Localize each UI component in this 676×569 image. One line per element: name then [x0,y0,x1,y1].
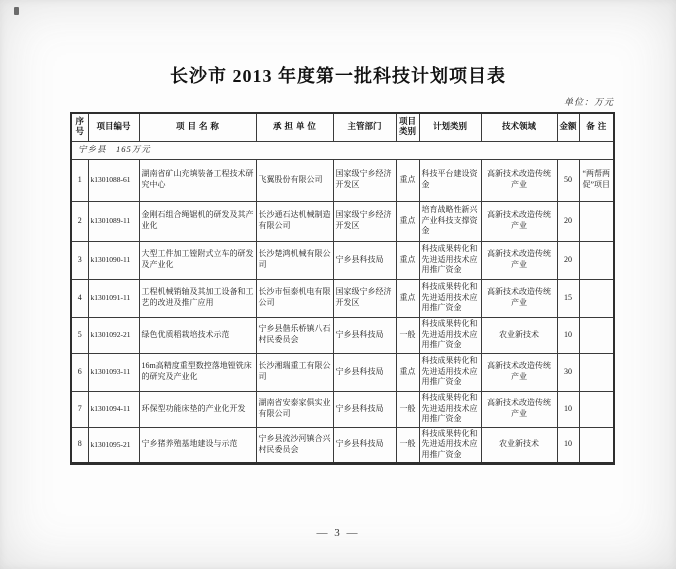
cell-plan: 科技平台建设资金 [419,159,481,201]
unit-note: 单位：万元 [563,97,614,107]
cell-remark [579,201,614,241]
cell-name: 绿色优质稻栽培技术示范 [139,317,256,353]
col-header-amount: 金额 [557,113,579,141]
cell-category: 一般 [396,391,419,427]
cell-name: 湖南省矿山充填装备工程技术研究中心 [139,159,256,201]
col-header-field: 技术领域 [481,113,557,141]
cell-field: 高新技术改造传统产业 [481,353,557,391]
cell-amount: 50 [557,159,579,201]
cell-code: k1301092-21 [88,317,139,353]
page-number: — 3 — [316,527,360,539]
cell-code: k1301095-21 [88,427,139,463]
cell-name: 宁乡猪养殖基地建设与示范 [139,427,256,463]
cell-code: k1301093-11 [88,353,139,391]
cell-unit: 湖南省安泰家俱实业有限公司 [256,391,333,427]
cell-category: 一般 [396,317,419,353]
cell-category: 重点 [396,279,419,317]
cell-amount: 10 [557,391,579,427]
cell-amount: 20 [557,241,579,279]
cell-dept: 宁乡县科技局 [333,427,396,463]
cell-dept: 国家级宁乡经济开发区 [333,159,396,201]
cell-code: k1301090-11 [88,241,139,279]
cell-no: 5 [71,317,88,353]
scan-smudge-mark [14,7,19,15]
cell-plan: 科技成果转化和先进适用技术应用推广资金 [419,317,481,353]
cell-plan: 科技成果转化和先进适用技术应用推广资金 [419,427,481,463]
table-row [71,201,614,241]
cell-plan: 科技成果转化和先进适用技术应用推广资金 [419,279,481,317]
table-row [71,279,614,317]
cell-dept: 宁乡县科技局 [333,241,396,279]
group-row-ningxiang [71,141,614,159]
table-row [71,159,614,201]
cell-category: 重点 [396,159,419,201]
cell-dept: 国家级宁乡经济开发区 [333,201,396,241]
cell-unit: 宁乡县流沙河镇合兴村民委员会 [256,427,333,463]
cell-amount: 10 [557,317,579,353]
cell-unit: 宁乡县偕乐桥镇八石村民委员会 [256,317,333,353]
header-row [71,113,614,141]
cell-plan: 科技成果转化和先进适用技术应用推广资金 [419,241,481,279]
cell-plan: 培育战略性新兴产业科技支撑资金 [419,201,481,241]
cell-remark [579,353,614,391]
cell-remark [579,391,614,427]
document-title: 长沙市 2013 年度第一批科技计划项目表 [170,66,506,86]
cell-remark [579,279,614,317]
cell-remark [579,241,614,279]
col-header-dept: 主管部门 [333,113,396,141]
cell-dept: 国家级宁乡经济开发区 [333,279,396,317]
cell-name: 工程机械销轴及其加工设备和工艺的改进及推广应用 [139,279,256,317]
col-header-name: 项 目 名 称 [139,113,256,141]
cell-no: 2 [71,201,88,241]
cell-category: 重点 [396,241,419,279]
cell-dept: 宁乡县科技局 [333,391,396,427]
cell-dept: 宁乡县科技局 [333,317,396,353]
cell-code: k1301089-11 [88,201,139,241]
cell-amount: 20 [557,201,579,241]
cell-no: 1 [71,159,88,201]
cell-no: 4 [71,279,88,317]
col-header-no: 序号 [71,113,88,141]
cell-unit: 长沙楚鸿机械有限公司 [256,241,333,279]
cell-unit: 长沙湘瑞重工有限公司 [256,353,333,391]
cell-remark [579,317,614,353]
col-header-remark: 备 注 [579,113,614,141]
cell-name: 金刚石组合绳锯机的研发及其产业化 [139,201,256,241]
cell-field: 农业新技术 [481,317,557,353]
cell-dept: 宁乡县科技局 [333,353,396,391]
cell-category: 一般 [396,427,419,463]
cell-unit: 飞翼股份有限公司 [256,159,333,201]
cell-field: 高新技术改造传统产业 [481,159,557,201]
cell-plan: 科技成果转化和先进适用技术应用推广资金 [419,353,481,391]
cell-no: 6 [71,353,88,391]
project-table [70,112,615,465]
cell-code: k1301091-11 [88,279,139,317]
cell-plan: 科技成果转化和先进适用技术应用推广资金 [419,391,481,427]
col-header-unit: 承 担 单 位 [256,113,333,141]
cell-field: 农业新技术 [481,427,557,463]
cell-code: k1301088-61 [88,159,139,201]
cell-amount: 10 [557,427,579,463]
cell-field: 高新技术改造传统产业 [481,279,557,317]
cell-remark: “两帮两促”项目 [579,159,614,201]
cell-amount: 15 [557,279,579,317]
table-row [71,317,614,353]
cell-remark [579,427,614,463]
cell-category: 重点 [396,201,419,241]
cell-no: 8 [71,427,88,463]
cell-no: 3 [71,241,88,279]
cell-field: 高新技术改造传统产业 [481,241,557,279]
cell-no: 7 [71,391,88,427]
table-row [71,391,614,427]
cell-name: 16m高精度重型数控落地镗铣床的研究及产业化 [139,353,256,391]
table-row [71,427,614,463]
cell-category: 重点 [396,353,419,391]
table-row [71,353,614,391]
cell-field: 高新技术改造传统产业 [481,391,557,427]
table-row [71,241,614,279]
col-header-code: 项目编号 [88,113,139,141]
group-label: 宁乡县 165万元 [71,141,614,159]
cell-name: 环保型功能床垫的产业化开发 [139,391,256,427]
cell-unit: 长沙通石达机械制造有限公司 [256,201,333,241]
cell-code: k1301094-11 [88,391,139,427]
cell-field: 高新技术改造传统产业 [481,201,557,241]
cell-amount: 30 [557,353,579,391]
cell-name: 大型工件加工镗附式立车的研发及产业化 [139,241,256,279]
col-header-category: 项目类别 [396,113,419,141]
col-header-plan: 计划类别 [419,113,481,141]
cell-unit: 长沙市恒泰机电有限公司 [256,279,333,317]
